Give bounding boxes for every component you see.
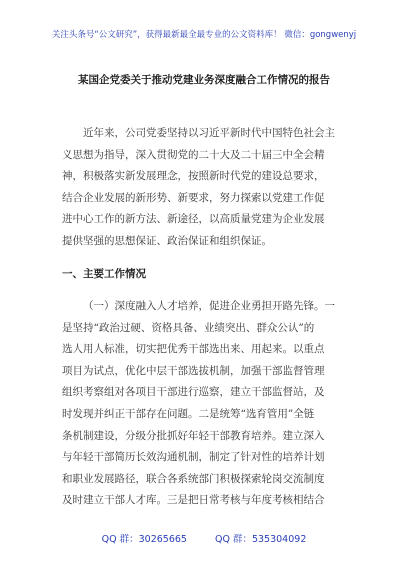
paragraph-line: 和职业发展路径，联合各系统部门积极探索轮岗交流制度 [62, 472, 325, 485]
section-heading: 一、主要工作情况 [62, 268, 146, 280]
intro-paragraph [62, 123, 350, 253]
paragraph-line: 时发现并纠正干部存在问题。二是统筹“选育管用”全链 [62, 407, 315, 420]
footer-contact [0, 531, 408, 545]
paragraph-line: 与年轻干部简历长效沟通机制，制定了针对性的培养计划 [62, 451, 325, 464]
paragraph-line: 提供坚强的思想保证、政治保证和组织保证。 [62, 234, 272, 247]
subsection-paragraph [62, 296, 350, 512]
paragraph-line: 神，积极落实新发展理念，按照新时代党的建设总要求， [62, 170, 325, 183]
paragraph-line: 结合企业发展的新形势、新要求，努力探索以党建工作促 [62, 191, 325, 204]
paragraph-line: （一）深度融入人才培养，促进企业勇担开路先锋。一 [83, 300, 335, 312]
paragraph-line: 选人用人标准，切实把优秀干部选出来、用起来。以重点 [62, 343, 325, 356]
paragraph-line: 进中心工作的新方法、新途径，以高质量党建为企业发展 [62, 213, 325, 226]
document-title: 某国企党委关于推动党建业务深度融合工作情况的报告 [78, 74, 330, 86]
qq-group-left: QQ 群：30265665 [101, 534, 187, 545]
paragraph-line: 及时建立干部人才库。三是把日常考核与年度考核相结合 [62, 494, 325, 507]
paragraph-line: 条机制建设，分级分批抓好年轻干部教育培养。建立深入 [62, 429, 325, 442]
qq-group-right: QQ 群：535304092 [214, 534, 307, 545]
paragraph-line: 是坚持“政治过硬、资格具备、业绩突出、群众公认”的 [62, 321, 315, 334]
paragraph-line: 组织考察组对各项目干部进行巡察，建立干部监督站，及 [62, 386, 325, 399]
paragraph-line: 项目为试点，优化中层干部选拔机制，加强干部监督管理 [62, 364, 325, 377]
header-banner: 关注头条号“公文研究”，获得最新最全最专业的公文资料库！ 微信：gongwenyj [51, 30, 357, 40]
paragraph-line: 近年来，公司党委坚持以习近平新时代中国特色社会主 [83, 127, 335, 139]
paragraph-line: 义思想为指导，深入贯彻党的二十大及二十届三中全会精 [62, 148, 325, 161]
